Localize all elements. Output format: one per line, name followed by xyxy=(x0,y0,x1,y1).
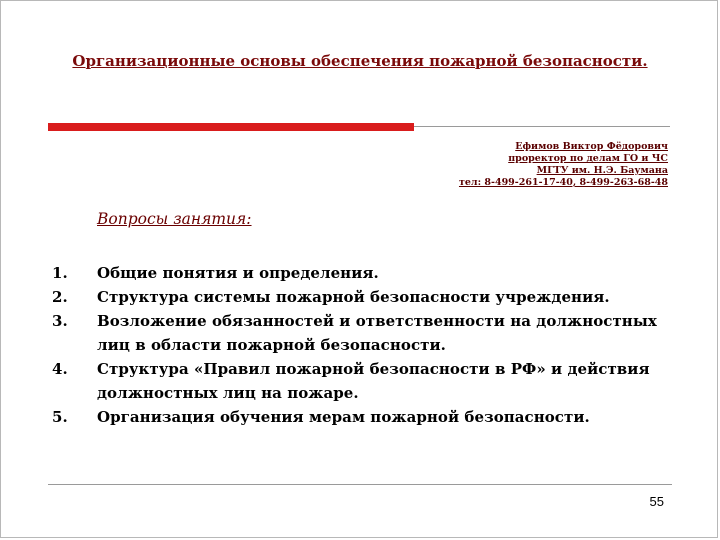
list-item-text: Организация обучения мерам пожарной безопасности. xyxy=(97,408,590,426)
author-block xyxy=(459,141,668,189)
list-item-number: 1. xyxy=(52,264,68,282)
list-item xyxy=(52,405,692,429)
list-item-text: Общие понятия и определения. xyxy=(97,264,379,282)
author-position: проректор по делам ГО и ЧС xyxy=(508,153,668,164)
list-item-number: 4. xyxy=(52,360,68,378)
slide-title: Организационные основы обеспечения пожарной безопасности. xyxy=(72,52,648,70)
divider-line xyxy=(414,126,670,127)
author-phone: тел: 8-499-261-17-40, 8-499-263-68-48 xyxy=(458,177,668,188)
list-item xyxy=(52,285,692,309)
list-item-text: Структура системы пожарной безопасности учреждения. xyxy=(97,288,610,306)
list-item-number: 5. xyxy=(52,408,68,426)
footer-divider xyxy=(48,484,672,485)
list-item xyxy=(52,261,692,285)
questions-list xyxy=(52,261,692,429)
list-item-number: 3. xyxy=(52,312,68,330)
list-item-number: 2. xyxy=(52,288,68,306)
page-number: 55 xyxy=(649,494,664,509)
accent-bar xyxy=(48,123,414,131)
list-item-text: Структура «Правил пожарной безопасности в РФ» и действия должностных лиц на пожаре. xyxy=(97,360,650,402)
author-organization: МГТУ им. Н.Э. Баумана xyxy=(536,165,668,176)
list-item-text: Возложение обязанностей и ответственности на должностных лиц в области пожарной безопасности. xyxy=(97,312,657,354)
questions-heading: Вопросы занятия: xyxy=(97,210,252,228)
author-name: Ефимов Виктор Фёдорович xyxy=(515,141,668,152)
list-item xyxy=(52,357,692,405)
list-item xyxy=(52,309,692,357)
